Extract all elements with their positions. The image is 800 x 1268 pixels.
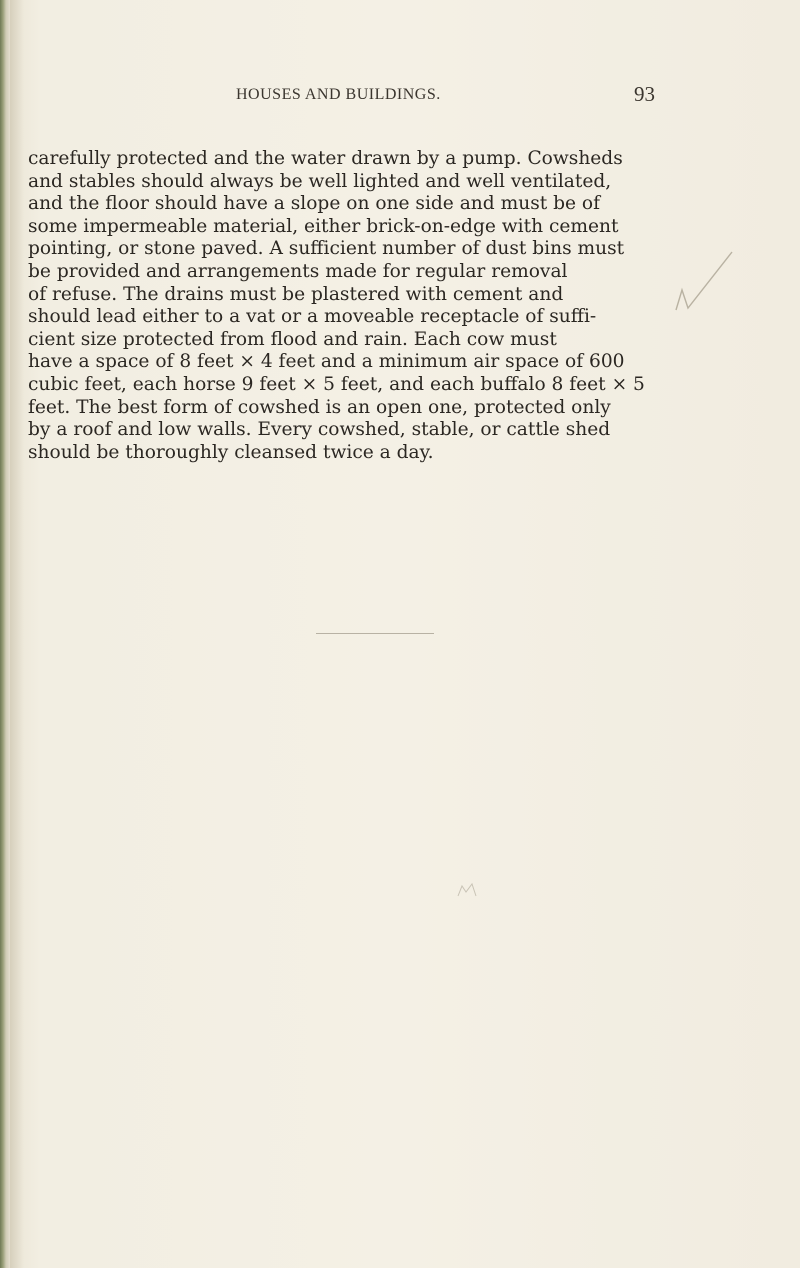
text-line: pointing, or stone paved. A sufficient number of dust bins must bbox=[28, 238, 625, 260]
binding-shadow bbox=[10, 0, 24, 1268]
text-line: of refuse. The drains must be plastered with cement and bbox=[28, 283, 564, 305]
section-rule bbox=[316, 633, 434, 634]
running-head bbox=[0, 82, 800, 112]
page-number: 93 bbox=[634, 82, 655, 106]
text-line: feet. The best form of cowshed is an open one, protected only bbox=[28, 396, 611, 418]
pencil-mark bbox=[672, 250, 752, 330]
text-line: be provided and arrangements made for regular removal bbox=[28, 260, 568, 282]
text-line: some impermeable material, either brick-on-edge with cement bbox=[28, 215, 619, 237]
smudge-mark bbox=[456, 882, 478, 900]
text-line: by a roof and low walls. Every cowshed, stable, or cattle shed bbox=[28, 419, 611, 441]
text-line: should lead either to a vat or a moveable receptacle of suffi- bbox=[28, 306, 597, 328]
text-line: and stables should always be well lighted and well ventilated, bbox=[28, 170, 612, 192]
text-line: should be thoroughly cleansed twice a day. bbox=[28, 441, 434, 463]
text-line: have a space of 8 feet × 4 feet and a minimum air space of 600 bbox=[28, 351, 625, 373]
binding-edge bbox=[0, 0, 10, 1268]
text-line: cubic feet, each horse 9 feet × 5 feet, and each buffalo 8 feet × 5 bbox=[28, 373, 645, 395]
text-line: cient size protected from flood and rain. Each cow must bbox=[28, 328, 557, 350]
text-line: and the floor should have a slope on one side and must be of bbox=[28, 193, 601, 215]
text-line: carefully protected and the water drawn by a pump. Cowsheds bbox=[28, 148, 623, 169]
running-title: HOUSES AND BUILDINGS. bbox=[236, 86, 441, 103]
